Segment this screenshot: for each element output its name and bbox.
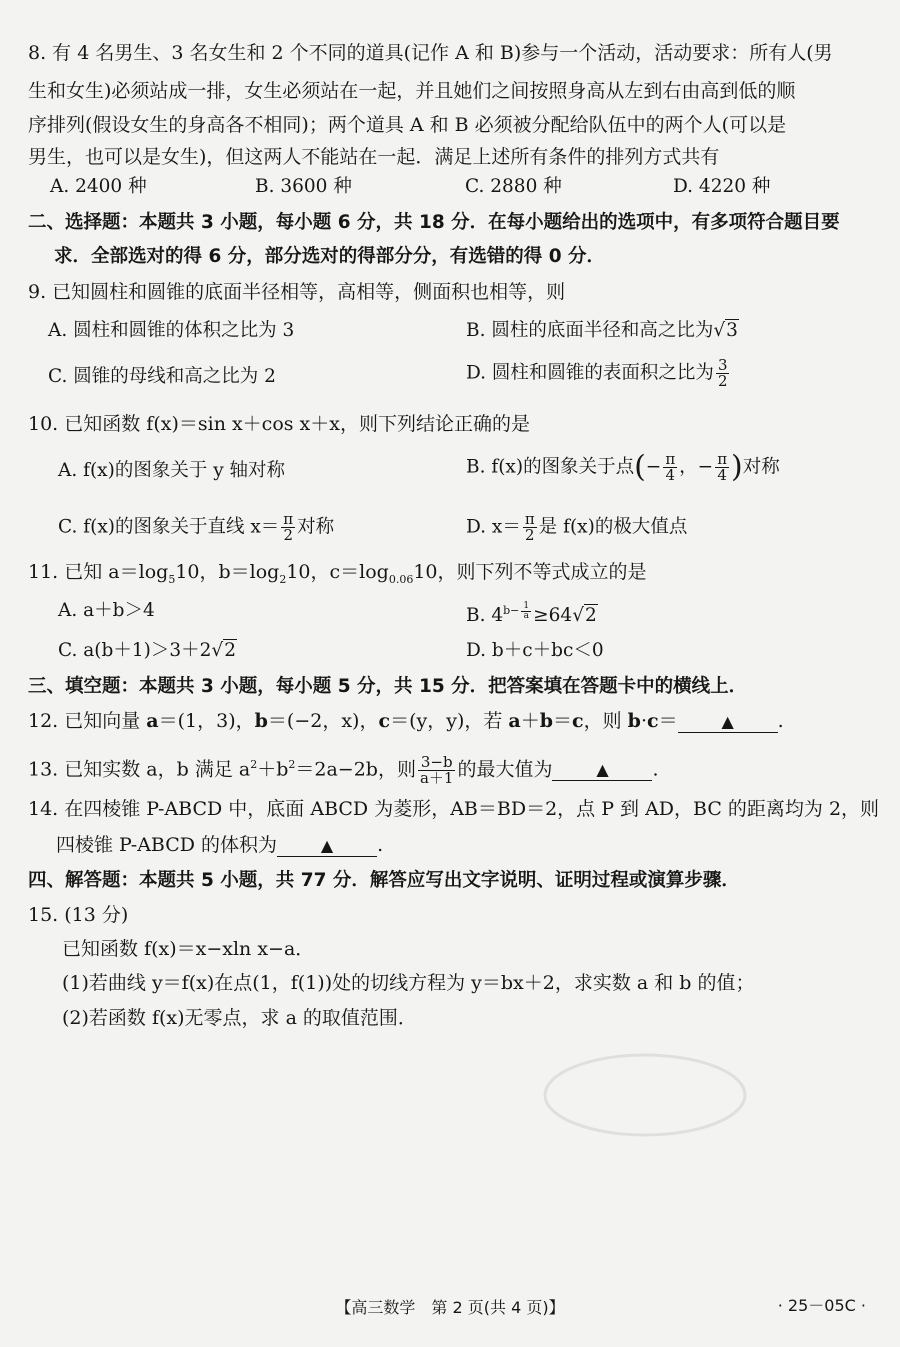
q12-answer-blank (678, 711, 778, 733)
page-footer: 【高三数学 第 2 页(共 4 页)】 (335, 1298, 565, 1317)
q15-part2: (2)若函数 f(x)无零点，求 a 的取值范围． (62, 1007, 417, 1029)
q10-option-d: D. x＝ $\frac{\pi}{2}$ 是 f(x)的极大值点 (466, 510, 688, 544)
q10-stem: 10. 已知函数 f(x)＝sin x＋cos x＋x，则下列结论正确的是 (28, 413, 530, 435)
triangle-mark-icon: ▲ (721, 712, 734, 731)
q15-heading: 15. (13 分) (28, 904, 129, 926)
q9-stem: 9. 已知圆柱和圆锥的底面半径相等，高相等，侧面积也相等，则 (28, 281, 566, 303)
q8-option-d: D. 4220 种 (673, 176, 771, 197)
triangle-mark-icon: ▲ (596, 760, 609, 780)
q8-line4: 男生，也可以是女生)，但这两人不能站在一起．满足上述所有条件的排列方式共有 (28, 146, 720, 168)
q11-option-d: D. b＋c＋bc＜0 (466, 640, 604, 661)
q15-line1: 已知函数 f(x)＝x−xln x−a． (62, 938, 315, 960)
q8-line3: 序排列(假设女生的身高各不相同)；两个道具 A 和 B 必须被分配给队伍中的两个人(可以是 (28, 114, 787, 136)
q14-answer-blank (277, 835, 377, 857)
q8-option-c: C. 2880 种 (465, 176, 562, 197)
q11-option-b: B. $4^{b- \frac{1}{a}}$ ≥64√2 (466, 600, 597, 627)
q9-option-b: B. 圆柱的底面半径和高之比为√3 (466, 320, 738, 341)
q10-option-b: B. f(x)的图象关于点(− $\frac{\pi}{4}$ ，− $\frac{\pi}{4}$ )对称 (466, 449, 780, 485)
q9-option-c: C. 圆锥的母线和高之比为 2 (48, 366, 276, 387)
q15-part1: (1)若曲线 y＝f(x)在点(1，f(1))处的切线方程为 y＝bx＋2，求实数 a 和 b 的值； (62, 972, 755, 994)
q12-stem: 12. 已知向量 a＝(1，3)，b＝(−2，x)，c＝(y，y)，若 a＋b＝c，则 b·c＝ ▲ . (28, 710, 784, 732)
section-3-heading: 三、填空题：本题共 3 小题，每小题 5 分，共 15 分．把答案填在答题卡中的横线上． (28, 676, 748, 697)
q9-option-d: D. 圆柱和圆锥的表面积之比为 $\frac{3}{2}$ (466, 356, 728, 390)
q13-stem: 13. 已知实数 a，b 满足 $a^2+b^2=2a-2b$，则 $\frac{3-b}{a+1}$ 的最大值为 ▲ . (28, 752, 659, 787)
exam-code: · 25－05C · (777, 1296, 866, 1315)
q8-option-b: B. 3600 种 (255, 176, 352, 197)
q14-line2: 四棱锥 P-ABCD 的体积为 ▲ . (56, 834, 384, 856)
section-2-heading-line2: 求．全部选对的得 6 分，部分选对的得部分分，有选错的得 0 分． (54, 246, 606, 267)
triangle-mark-icon: ▲ (320, 836, 334, 855)
section-4-heading: 四、解答题：本题共 5 小题，共 77 分．解答应写出文字说明、证明过程或演算步骤． (28, 870, 740, 891)
q13-answer-blank (552, 759, 652, 781)
q9-option-a: A. 圆柱和圆锥的体积之比为 3 (48, 320, 295, 341)
bleed-through-mark (540, 1050, 750, 1140)
q8-option-a: A. 2400 种 (50, 176, 147, 197)
q11-option-c: C. a(b＋1)＞3＋2√2 (58, 640, 236, 661)
q11-option-a: A. a＋b＞4 (58, 600, 155, 621)
section-2-heading: 二、选择题：本题共 3 小题，每小题 6 分，共 18 分．在每小题给出的选项中，有多项符合题目要 (28, 212, 840, 233)
q8-line1: 8. 有 4 名男生、3 名女生和 2 个不同的道具(记作 A 和 B)参与一个活动，活动要求：所有人(男 (28, 42, 833, 64)
q8-line2: 生和女生)必须站成一排，女生必须站在一起，并且她们之间按照身高从左到右由高到低的顺 (28, 80, 796, 102)
q11-stem: 11. 已知 $a=\log_510$，$b=\log_210$，$c=\log_{0.06}10$，则下列不等式成立的是 (28, 561, 647, 586)
q14-line1: 14. 在四棱锥 P-ABCD 中，底面 ABCD 为菱形，AB＝BD＝2，点 P 到 AD，BC 的距离均为 2，则 (28, 798, 880, 820)
q10-option-c: C. f(x)的图象关于直线 x＝ $\frac{\pi}{2}$ 对称 (58, 510, 335, 544)
q10-option-a: A. f(x)的图象关于 y 轴对称 (58, 460, 286, 481)
